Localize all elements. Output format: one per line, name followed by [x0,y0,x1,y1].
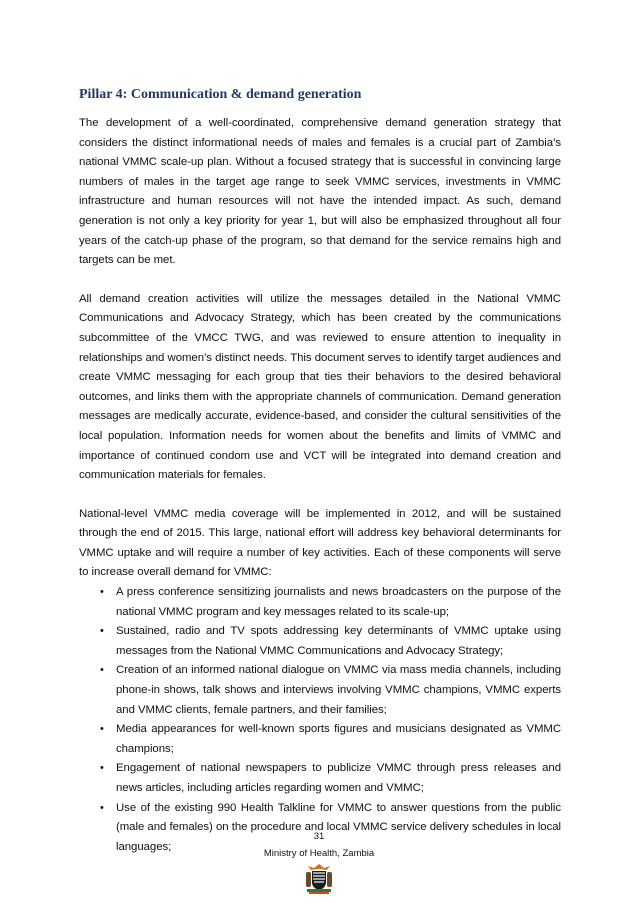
footer-ministry: Ministry of Health, Zambia [263,848,375,859]
list-item: • Sustained, radio and TV spots addressing key determinants of VMMC uptake using messages from the National VMMC Communications and Advocacy Strategy; [79,622,561,661]
list-item: • Creation of an informed national dialogue on VMMC via mass media channels, including phone-in shows, talk shows and interviews involving VMMC champions, VMMC experts and VMMC clients, female partners, and their families; [79,661,561,720]
bullet-icon: • [100,664,104,677]
section-heading: Pillar 4: Communication & demand generation [79,87,362,102]
list-item: • Use of the existing 990 Health Talkline for VMMC to answer questions from the public (male and females) on the procedure and local VMMC service delivery schedules in local languages; [79,799,561,858]
activities-list [79,583,561,857]
bullet-icon: • [100,801,104,814]
bullet-icon: • [100,625,104,638]
paragraph-1: The development of a well-coordinated, comprehensive demand generation strategy that considers the distinct informational needs of males and females is a crucial part of Zambia’s national VMMC scale-up plan. Without a focused strategy that is successful in convincing large numbers of males in the target age range to seek VMMC services, investments in VMMC infrastructure and human resources will not have the intended impact. As such, demand generation is not only a key priority for year 1, but will also be emphasized throughout all four years of the catch-up phase of the program, so that demand for the service remains high and targets can be met. [79,117,561,267]
list-item: • Engagement of national newspapers to publicize VMMC through press releases and news articles, including articles regarding women and VMMC; [79,759,561,798]
document-body [79,86,561,857]
paragraph-2: All demand creation activities will utilize the messages detailed in the National VMMC Communications and Advocacy Strategy, which has been created by the communications subcommittee of the VMCC TWG, and was reviewed to ensure attention to inequality in relationships and women’s distinct needs. This document serves to identify target audiences and create VMMC messaging for each group that ties their behaviors to the desired behavioral outcomes, and links them with the appropriate channels of communication. Demand generation messages are medically accurate, evidence-based, and consider the cultural sensitivities of the local population. Information needs for women about the benefits and limits of VMMC and importance of continued condom use and VCT will be integrated into demand creation and communication materials for females. [79,292,561,482]
zambia-coat-of-arms-icon [302,862,336,896]
page-number: 31 [313,831,325,842]
list-item: • Media appearances for well-known sports figures and musicians designated as VMMC champions; [79,720,561,759]
bullet-icon: • [100,723,104,736]
bullet-icon: • [100,762,104,775]
bullet-icon: • [100,586,104,599]
list-item: • A press conference sensitizing journalists and news broadcasters on the purpose of the national VMMC program and key messages related to its scale-up; [79,583,561,622]
paragraph-3: National-level VMMC media coverage will be implemented in 2012, and will be sustained through the end of 2015. This large, national effort will address key behavioral determinants for VMMC uptake and will require a number of key activities. Each of these components will serve to increase overall demand for VMMC: [79,507,561,579]
